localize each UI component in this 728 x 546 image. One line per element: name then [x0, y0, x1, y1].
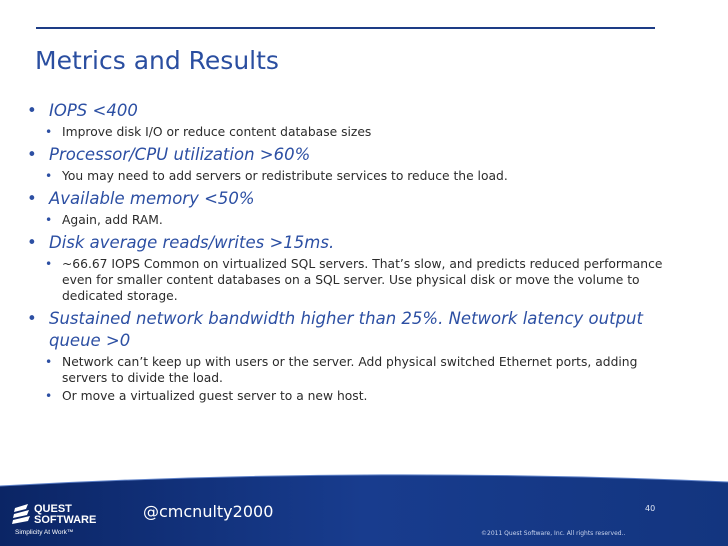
sub-bullet-item: [27, 124, 667, 140]
bullet-marker: •: [27, 309, 37, 328]
bullet-text: Processor/CPU utilization >60%: [49, 145, 311, 164]
copyright-notice: ©2011 Quest Software, Inc. All rights reserved..: [481, 530, 626, 537]
sub-bullet-item: [27, 388, 667, 404]
twitter-handle: @cmcnulty2000: [143, 502, 274, 521]
quest-software-logo: [12, 500, 132, 540]
bullet-item: [27, 232, 667, 254]
bullet-list: [27, 96, 667, 406]
bullet-item: [27, 100, 667, 122]
sub-bullet-text: Or move a virtualized guest server to a new host.: [62, 389, 368, 403]
logo-line2: SOFTWARE: [34, 514, 97, 526]
bullet-marker: •: [27, 145, 37, 164]
bullet-text: Available memory <50%: [49, 189, 255, 208]
bullet-text: IOPS <400: [49, 101, 138, 120]
sub-bullet-marker: •: [45, 125, 53, 139]
sub-bullet-marker: •: [45, 213, 53, 227]
sub-bullet-text: Improve disk I/O or reduce content database sizes: [62, 125, 372, 139]
sub-bullet-item: [27, 354, 667, 386]
sub-bullet-marker: •: [45, 169, 53, 183]
bullet-marker: •: [27, 101, 37, 120]
sub-bullet-item: [27, 168, 667, 184]
sub-bullet-item: [27, 256, 667, 304]
bullet-text: Disk average reads/writes >15ms.: [49, 233, 335, 252]
sub-bullet-marker: •: [45, 389, 53, 403]
sub-bullet-text: Network can’t keep up with users or the server. Add physical switched Ethernet ports, adding servers to divide the load.: [62, 355, 638, 385]
logo-tagline: Simplicity At Work™: [15, 529, 74, 536]
sub-bullet-text: You may need to add servers or redistribute services to reduce the load.: [62, 169, 508, 183]
sub-bullet-item: [27, 212, 667, 228]
sub-bullet-marker: •: [45, 257, 53, 271]
bullet-marker: •: [27, 233, 37, 252]
sub-bullet-text: ~66.67 IOPS Common on virtualized SQL servers. That’s slow, and predicts reduced performance even for smaller content databases on a SQL server. Use physical disk or move the volume to dedicated storage.: [62, 257, 663, 303]
page-number: 40: [645, 504, 656, 513]
bullet-marker: •: [27, 189, 37, 208]
bullet-item: [27, 144, 667, 166]
sub-bullet-text: Again, add RAM.: [62, 213, 163, 227]
logo-line1: QUEST: [34, 503, 72, 515]
bullet-item: [27, 188, 667, 210]
slide-title: Metrics and Results: [35, 46, 279, 75]
sub-bullet-marker: •: [45, 355, 53, 369]
title-divider: [36, 27, 655, 29]
bullet-item: [27, 308, 667, 352]
bullet-text: Sustained network bandwidth higher than 25%. Network latency output queue >0: [49, 309, 643, 350]
